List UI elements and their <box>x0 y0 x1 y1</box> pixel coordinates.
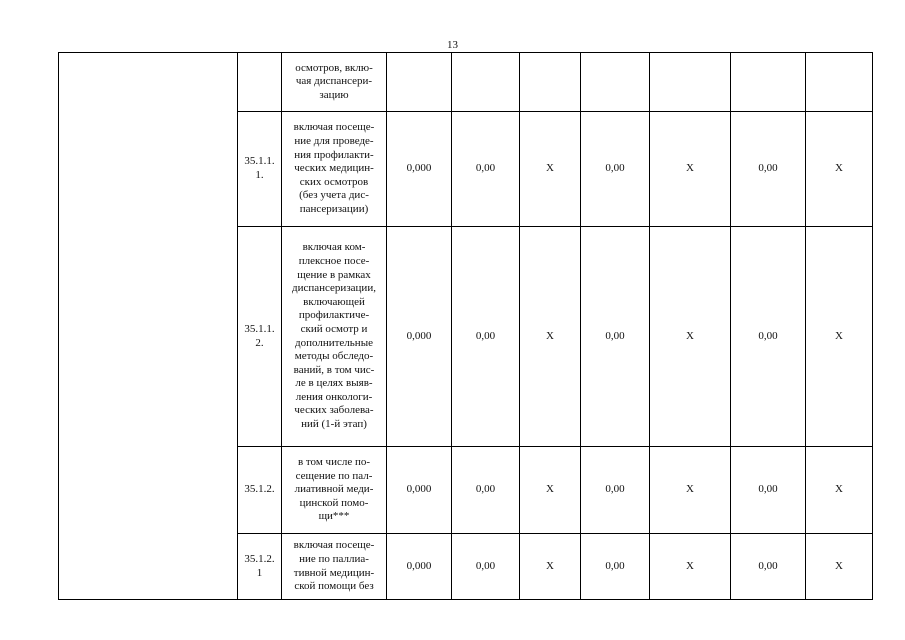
value-cell <box>520 53 581 112</box>
value-cell <box>387 53 452 112</box>
value-cell: 0,00 <box>581 112 650 227</box>
desc-line: включающей <box>303 295 365 308</box>
desc-line: ской помощи без <box>294 580 374 593</box>
value-cell <box>581 53 650 112</box>
desc-line: цинской помо- <box>299 496 369 509</box>
value-cell <box>731 53 806 112</box>
desc-line: диспансеризации, <box>292 282 376 295</box>
value-cell <box>452 53 520 112</box>
desc-line: методы обследо- <box>294 350 374 363</box>
desc-line: ский осмотр и <box>300 322 368 335</box>
value-cell: 0,00 <box>452 534 520 600</box>
desc-line: ваний, в том чис- <box>293 363 375 376</box>
value-cell: 0,00 <box>581 534 650 600</box>
row-description <box>282 112 387 227</box>
code-line: 1. <box>255 169 264 181</box>
desc-line: профилактиче- <box>298 309 370 322</box>
value-cell: 0,000 <box>387 447 452 534</box>
desc-line: зацию <box>319 88 349 101</box>
value-cell: X <box>806 447 873 534</box>
value-cell: X <box>650 227 731 447</box>
desc-line: в том числе по- <box>297 456 371 469</box>
desc-line: пансеризации) <box>299 202 369 215</box>
data-table <box>58 52 873 600</box>
value-cell: 0,00 <box>581 447 650 534</box>
value-cell: X <box>650 447 731 534</box>
value-cell: X <box>650 534 731 600</box>
desc-line: плексное посе- <box>298 254 370 267</box>
value-cell: X <box>520 447 581 534</box>
desc-line: ния профилакти- <box>294 148 374 161</box>
table-row <box>59 53 873 112</box>
value-cell: 0,00 <box>731 112 806 227</box>
value-cell <box>806 53 873 112</box>
code-line: 1 <box>256 566 263 579</box>
value-cell: 0,00 <box>452 112 520 227</box>
row-code <box>238 534 282 600</box>
code-line: 35.1.1. <box>244 155 275 168</box>
desc-line: чая диспансери- <box>295 75 373 88</box>
code-line: 35.1.2. <box>244 552 275 565</box>
desc-line: ний (1-й этап) <box>301 418 367 431</box>
value-cell: 0,00 <box>731 534 806 600</box>
desc-line: включая ком- <box>302 241 366 254</box>
merged-empty-cell <box>59 53 238 600</box>
desc-line: ских осмотров <box>299 175 369 188</box>
row-description <box>282 534 387 600</box>
value-cell: 0,00 <box>581 227 650 447</box>
code-line: 2. <box>255 336 264 349</box>
row-description <box>282 53 387 112</box>
desc-line: сещение по пал- <box>295 469 373 482</box>
code-line: 35.1.1. <box>244 322 275 335</box>
value-cell: 0,00 <box>731 447 806 534</box>
row-code <box>238 447 282 534</box>
desc-line: дополнительные <box>295 336 373 349</box>
desc-line: (без учета дис- <box>299 189 369 202</box>
code-line: 35.1.2. <box>244 483 275 496</box>
row-description <box>282 447 387 534</box>
value-cell: X <box>520 534 581 600</box>
value-cell: 0,00 <box>452 227 520 447</box>
value-cell: 0,000 <box>387 112 452 227</box>
value-cell: 0,00 <box>731 227 806 447</box>
desc-line: ние по паллиа- <box>299 552 369 565</box>
value-cell: 0,00 <box>452 447 520 534</box>
value-cell: X <box>650 112 731 227</box>
desc-line: ческих заболева- <box>294 404 374 417</box>
desc-line: ние для проведе- <box>294 135 374 148</box>
desc-line: щение в рамках <box>297 268 371 281</box>
row-code <box>238 53 282 112</box>
desc-line: ле в целях выяв- <box>295 377 373 390</box>
value-cell: X <box>520 112 581 227</box>
value-cell: X <box>806 227 873 447</box>
value-cell <box>650 53 731 112</box>
row-code <box>238 227 282 447</box>
row-description <box>282 227 387 447</box>
page-number: 13 <box>447 39 458 51</box>
value-cell: X <box>520 227 581 447</box>
value-cell: 0,000 <box>387 534 452 600</box>
row-code <box>238 112 282 227</box>
desc-line: щи*** <box>318 510 350 523</box>
desc-line: ческих медицин- <box>294 162 374 175</box>
value-cell: X <box>806 534 873 600</box>
desc-line: лиативной меди- <box>294 483 374 496</box>
desc-line: ления онкологи- <box>295 390 373 403</box>
desc-line: включая посеще- <box>293 539 375 552</box>
desc-line: тивной медицин- <box>293 566 375 579</box>
value-cell: 0,000 <box>387 227 452 447</box>
desc-line: осмотров, вклю- <box>295 61 373 74</box>
value-cell: X <box>806 112 873 227</box>
desc-line: включая посеще- <box>293 121 375 134</box>
